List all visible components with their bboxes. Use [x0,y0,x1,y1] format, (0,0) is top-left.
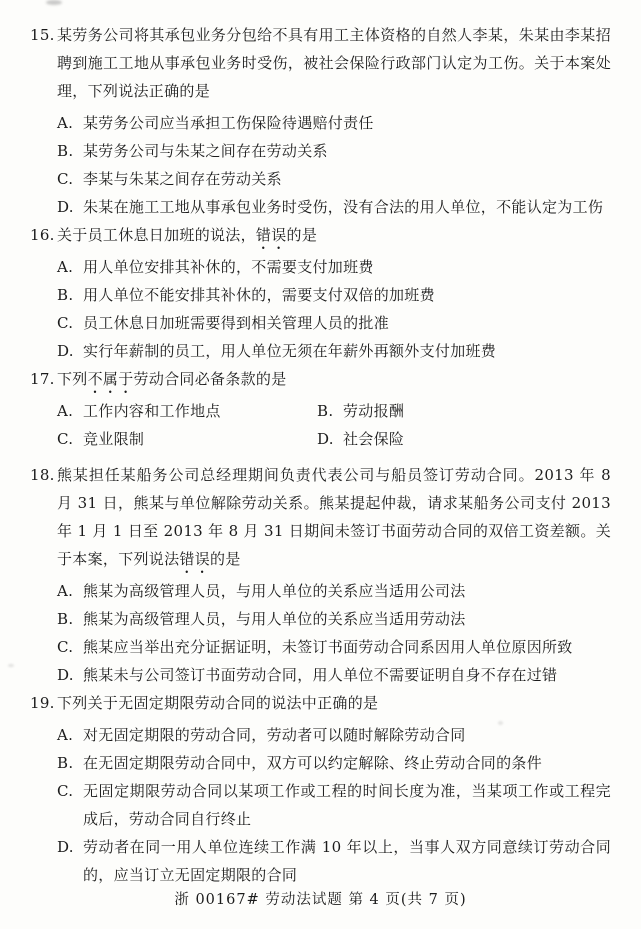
option-letter: B. [57,142,74,160]
option-text: 员工休息日加班需要得到相关管理人员的批准 [83,314,390,332]
question-block-18 [30,461,611,689]
option-row [57,721,611,749]
option-row [57,109,611,137]
options-list [57,109,611,221]
options-list [57,253,611,365]
question-number: 19. [30,694,55,712]
option-letter: A. [57,258,74,276]
option-text: 熊某为高级管理人员，与用人单位的关系应当适用公司法 [83,582,466,600]
option-text: 对无固定期限的劳动合同，劳动者可以随时解除劳动合同 [83,726,466,744]
stem-text: 下列关于无固定期限劳动合同的说法中正确的是 [57,694,379,712]
option-letter: A. [57,582,74,600]
option-text: 在无固定期限劳动合同中，双方可以约定解除、终止劳动合同的条件 [83,754,543,772]
question-stem [57,461,611,577]
question-block-15 [30,21,611,221]
option-row [317,425,611,453]
stem-text: 的是 [286,226,318,244]
option-row [57,577,611,605]
question-block-17 [30,365,611,453]
question-stem [57,365,611,397]
option-letter: A. [57,726,74,744]
option-row [57,425,317,453]
option-letter: B. [57,754,74,772]
option-letter: D. [57,198,74,216]
option-letter: A. [57,114,74,132]
option-text: 熊某为高级管理人员，与用人单位的关系应当适用劳动法 [83,610,466,628]
question-number: 16. [30,226,55,244]
option-text: 用人单位不能安排其补休的，需要支付双倍的加班费 [83,286,435,304]
page-footer: 浙 00167# 劳动法试题 第 4 页(共 7 页) [174,892,467,908]
question-number: 15. [30,26,55,44]
stem-emphasized-text: 不属于 [87,370,134,388]
option-row [57,337,611,365]
option-row [57,661,611,689]
option-text: 劳动者在同一用人单位连续工作满 10 年以上，当事人双方同意续订劳动合同的，应当订立无固定期限的合同 [83,838,611,884]
option-letter: D. [57,838,74,856]
option-row [57,633,611,661]
option-text: 劳动报酬 [343,402,405,420]
question-stem [57,689,611,721]
option-text: 无固定期限劳动合同以某项工作或工程的时间长度为准，当某项工作或工程完成后，劳动合同自行终止 [83,782,611,828]
option-row [57,777,611,833]
option-row [57,749,611,777]
option-letter: D. [57,666,74,684]
options-list [57,577,611,689]
stem-text: 关于员工休息日加班的说法， [57,226,256,244]
options-list [57,721,611,889]
option-letter: B. [57,610,74,628]
question-stem [57,21,611,109]
stem-text: 劳动合同必备条款的是 [133,370,287,388]
question-number: 17. [30,370,55,388]
option-row [57,165,611,193]
option-letter: D. [57,342,74,360]
option-row [57,253,611,281]
option-text: 竞业限制 [83,430,145,448]
scan-smudge-artifact [46,0,62,5]
option-letter: C. [57,314,74,332]
option-text: 用人单位安排其补休的，不需要支付加班费 [83,258,374,276]
question-block-16 [30,221,611,365]
option-letter: C. [57,430,74,448]
stem-text: 的是 [210,550,241,568]
option-letter: C. [57,782,74,800]
option-letter: C. [57,638,74,656]
stem-text: 熊某担任某船务公司总经理期间负责代表公司与船员签订劳动合同。2013 年 8 月 31 日，熊某与单位解除劳动关系。熊某提起仲裁，请求某船务公司支付 2013 年 1 月 1 日至 2013 年 8 月 31 日期间未签订书面劳动合同的双倍工资差额。关于本案，下列说法 [57,466,611,568]
option-letter: C. [57,170,74,188]
option-letter: A. [57,402,74,420]
option-text: 朱某在施工工地从事承包业务时受伤，没有合法的用人单位，不能认定为工伤 [83,198,604,216]
option-text: 社会保险 [343,430,405,448]
option-row [57,309,611,337]
option-letter: B. [317,402,334,420]
option-letter: D. [317,430,334,448]
option-text: 某劳务公司与朱某之间存在劳动关系 [83,142,328,160]
question-stem [57,221,611,253]
option-row [57,137,611,165]
option-row [57,193,611,221]
stem-text: 某劳务公司将其承包业务分包给不具有用工主体资格的自然人李某，朱某由李某招聘到施工工地从事承包业务时受伤，被社会保险行政部门认定为工伤。关于本案处理，下列说法正确的是 [57,26,611,100]
options-list [57,397,611,453]
option-row [57,833,611,889]
scan-speck-artifact [8,664,14,667]
option-letter: B. [57,286,74,304]
option-text: 实行年薪制的员工，用人单位无须在年薪外再额外支付加班费 [83,342,497,360]
option-row [57,605,611,633]
option-row [57,281,611,309]
option-text: 工作内容和工作地点 [83,402,221,420]
stem-text: 下列 [57,370,88,388]
option-row [317,397,611,425]
stem-emphasized-text: 错误 [255,226,287,244]
question-block-19 [30,689,611,889]
stem-emphasized-text: 错误 [179,550,211,568]
option-row [57,397,317,425]
question-number: 18. [30,466,55,484]
option-text: 熊某未与公司签订书面劳动合同，用人单位不需要证明自身不存在过错 [83,666,558,684]
option-text: 李某与朱某之间存在劳动关系 [83,170,282,188]
option-text: 熊某应当举出充分证据证明，未签订书面劳动合同系因用人单位原因所致 [83,638,573,656]
option-text: 某劳务公司应当承担工伤保险待遇赔付责任 [83,114,374,132]
